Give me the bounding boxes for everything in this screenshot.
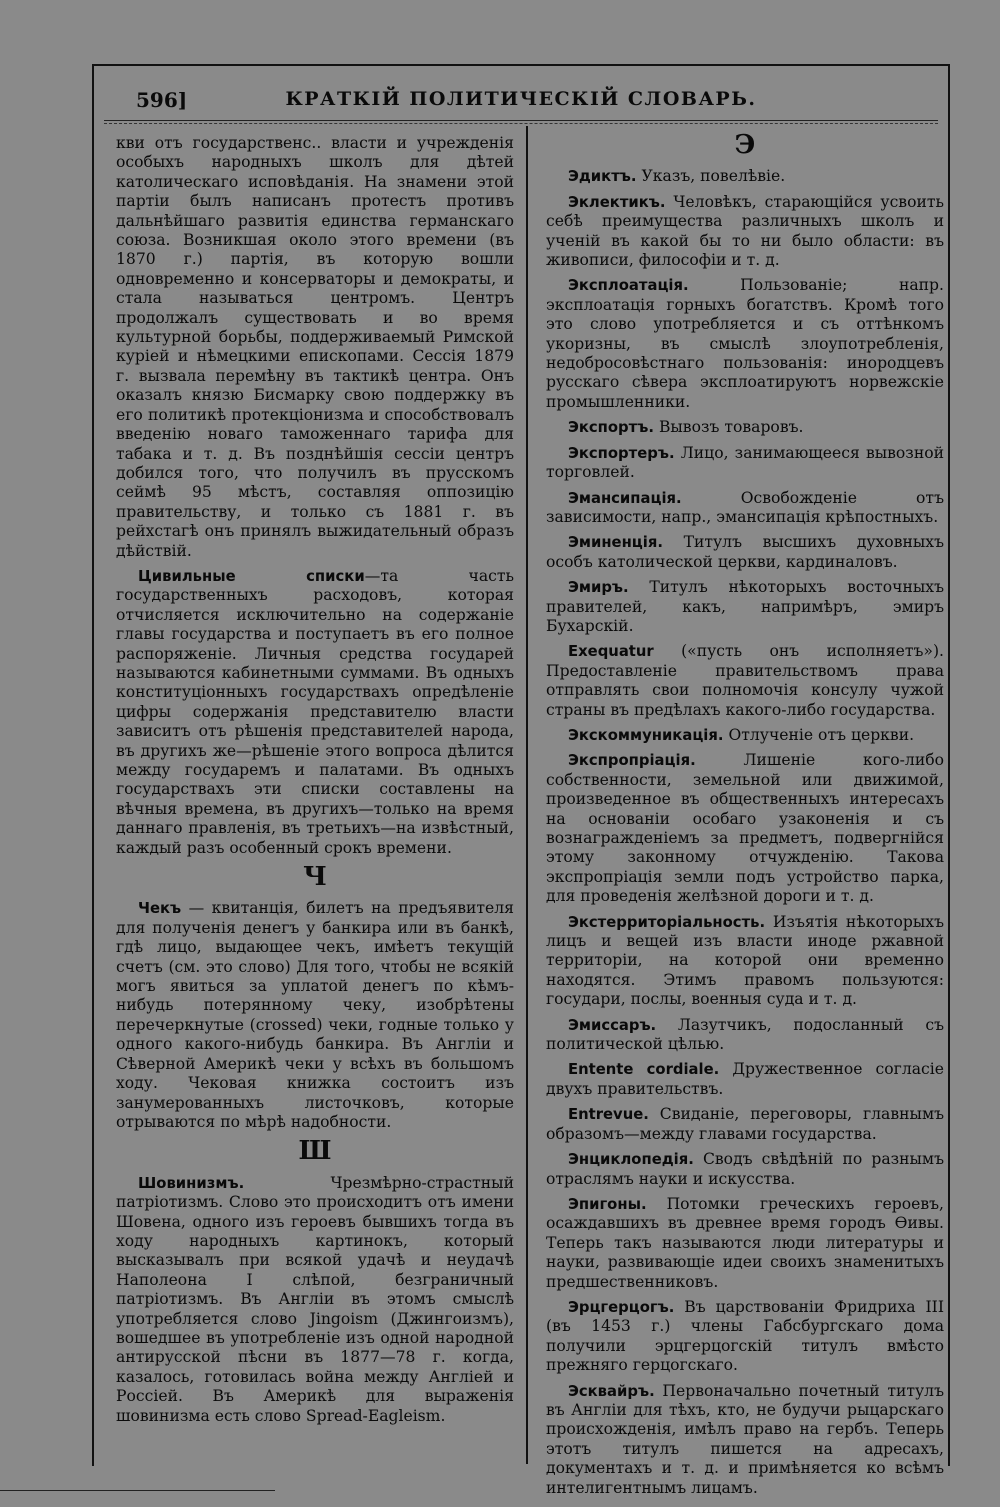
entry-definition: Освобожденіе отъ зависимости, напр., эмансипація крѣпостныхъ.: [546, 488, 944, 526]
entry-headword: Шовинизмъ.: [138, 1174, 245, 1192]
entry-definition: Лазутчикъ, подосланный съ политической цѣлью.: [546, 1015, 944, 1054]
entry-definition: Отлученіе отъ церкви.: [723, 725, 915, 744]
entry-headword: Эминенція.: [568, 534, 663, 552]
entry-headword: Эксплоатація.: [568, 277, 689, 295]
entry-headword: Экскоммуникація.: [568, 726, 724, 744]
entry-definition: Пользованіе; напр. эксплоатація горныхъ богатствъ. Кромѣ того это слово употребляется и съ оттѣнкомъ укоризны, въ смыслѣ злоупотребленія, недобросовѣстнаго пользованія: инородцевъ русскаго сѣвера эксплоатируютъ норвежскіе промышленники.: [546, 276, 944, 411]
page-header: [94, 88, 948, 118]
entry-definition: Дружественное согласіе двухъ правительствъ.: [546, 1060, 944, 1098]
entry-definition: Вывозъ товаровъ.: [653, 418, 804, 437]
entry-headword: Экспортъ.: [568, 419, 654, 437]
entry-definition: — квитанція, билетъ на предъявителя для полученія денегъ у банкира или въ банкѣ, гдѣ лицо, выдающее чекъ, имѣетъ текущій счетъ (см. это слово) Для того, чтобы не всякій могъ явиться за уплатой денегъ по кѣмъ-нибудь потерянному чеку, изобрѣтены перечеркнутые (crossed) чеки, годные только у одного какого-нибудь банкира. Въ Англіи и Сѣверной Америкѣ чеки у всѣхъ въ большомъ ходу. Чековая книжка состоитъ изъ занумерованныхъ листочковъ, которые отрываются по мѣрѣ надобности.: [116, 899, 514, 1131]
entries-list: [546, 167, 944, 1498]
entry-definition: Человѣкъ, старающійся усвоить себѣ преимущества различныхъ школъ и ученій въ какой бы то ни было области: въ живописи, философіи и т. д.: [546, 192, 944, 270]
dictionary-entry: [546, 489, 944, 528]
entry-headword: Цивильные списки: [138, 567, 365, 585]
dictionary-entry: [546, 1060, 944, 1099]
entry-headword: Чекъ: [138, 900, 182, 918]
entry-headword: Эмиссаръ.: [568, 1016, 657, 1034]
dictionary-entry: [546, 193, 944, 271]
page-number: 596]: [136, 88, 188, 112]
entry-headword: Entente cordiale.: [568, 1061, 720, 1079]
dictionary-entry: [546, 578, 944, 636]
entry-definition: Сводъ свѣдѣній по разнымъ отраслямъ науки и искусства.: [546, 1150, 944, 1188]
section-letter: Ш: [298, 1136, 332, 1167]
entry-definition: Въ царствованіи Фридриха III (въ 1453 г.) члены Габсбургскаго дома получили эрцгерцогскій титулъ вмѣсто прежняго герцогскаго.: [546, 1297, 944, 1375]
entry-headword: Экспортеръ.: [568, 444, 675, 462]
entry-headword: Эмиръ.: [568, 579, 629, 597]
dictionary-entry: [546, 1105, 944, 1144]
dictionary-entry: [546, 1298, 944, 1376]
column-divider: [526, 126, 528, 1464]
entry-headword: Экстерриторіальность.: [568, 913, 766, 931]
entry-headword: Эдиктъ.: [568, 168, 637, 186]
entry-definition: Лицо, занимающееся вывозной торговлей.: [546, 443, 944, 482]
dictionary-entry: [116, 899, 514, 1132]
dictionary-entry: [546, 1195, 944, 1292]
entry-headword: Экспропріація.: [568, 752, 696, 770]
section-letter: Э: [734, 130, 756, 160]
section-letter: Ч: [303, 862, 327, 893]
entry-headword: Энциклопедія.: [568, 1151, 694, 1169]
entry-headword: Эсквайръ.: [568, 1382, 655, 1400]
dictionary-entry: [546, 276, 944, 412]
dictionary-entry: [546, 1382, 944, 1498]
entry-definition: Лишеніе кого-либо собственности, земельной или движимой, произведенное въ общественныхъ интересахъ на основаніи особаго узаконенія и съ вознагражденіемъ за предметъ, подвергнійся этому законному отчужденію. Такова экспропріація земли подъ устройство парка, для проведенія желѣзной дороги и т. д.: [546, 751, 944, 906]
left-column: [116, 134, 514, 1432]
dictionary-entry: [546, 751, 944, 906]
continued-entry-text: кви отъ государственс.. власти и учрежденія особыхъ народныхъ школъ для дѣтей католическаго исповѣданія. На знамени этой партіи былъ написанъ протестъ противъ дальнѣйшаго развитія единства германскаго союза. Возникшая около этого времени (въ 1870 г.) партія, въ которую вошли одновременно и консерваторы и демократы, и стала называться центромъ. Центръ продолжалъ существовать и во время культурной борьбы, поддерживаемый Римской куріей и нѣмецкими епископами. Сессія 1879 г. вызвала перемѣну въ тактикѣ центра. Онъ оказалъ князю Бисмарку свою поддержку въ его политикѣ протекціонизма и способствовалъ введенію новаго таможеннаго тарифа для табака и т. д. Въ позднѣйшія сессіи центръ добился того, что получилъ въ прусскомъ сеймѣ 95 мѣстъ, составляя оппозицію правительству, и только съ 1881 г. въ рейхстагѣ онъ принялъ выжидательный образъ дѣйствій.: [116, 134, 514, 560]
entry-headword: Entrevue.: [568, 1106, 649, 1124]
dictionary-entry: [546, 1016, 944, 1055]
dictionary-entry: [546, 167, 944, 186]
entry-definition: Титулъ высшихъ духовныхъ особъ католической церкви, кардиналовъ.: [546, 533, 944, 571]
entry-definition: —та часть государственныхъ расходовъ, которая отчисляется исключительно на содержаніе главы государства и поступаетъ въ его полное распоряженіе. Личныя средства государей называются кабинетными суммами. Въ одныхъ конституціонныхъ государствахъ опредѣленіе цифры содержанія представителю власти зависитъ отъ рѣшенія представителей народа, въ другихъ же—рѣшеніе этого вопроса дѣлится между государемъ и палатами. Въ одныхъ государствахъ эти списки составлены на вѣчныя времена, въ другихъ—только на время даннаго правленія, въ третьихъ—на извѣстный, каждый разъ особенный срокъ времени.: [116, 566, 515, 857]
entry-definition: Чрезмѣрно-страстный патріотизмъ. Слово это происходитъ отъ имени Шовена, одного изъ героевъ бывшихъ тогда въ ходу народныхъ картинокъ, который высказывалъ при всякой удачѣ и неудачѣ Наполеона I слѣпой, безграничный патріотизмъ. Въ Англіи въ этомъ смыслѣ употребляется слово Jingoism (Джингоизмъ), вошедшее въ употребленіе изъ одной народной антирусской пѣсни въ 1877—78 г. когда, казалось, готовилась война между Англіей и Россіей. Въ Америкѣ для выраженія шовинизма есть слово Spread-Eagleism.: [116, 1173, 514, 1425]
dictionary-entry: [546, 726, 944, 745]
page: [92, 64, 950, 1497]
dictionary-entry: [116, 567, 514, 858]
dictionary-entry: [546, 533, 944, 572]
dictionary-entry: [546, 418, 944, 437]
dictionary-entry: [546, 1150, 944, 1189]
entry-headword: Exequatur: [568, 643, 654, 661]
dictionary-entry: [546, 444, 944, 483]
entry-headword: Эклектикъ.: [568, 193, 666, 211]
page-title: КРАТКІЙ ПОЛИТИЧЕСКІЙ СЛОВАРЬ.: [285, 88, 757, 110]
entry-headword: Эмансипація.: [568, 489, 682, 507]
footer-rule: [0, 1490, 275, 1491]
entry-headword: Эрцгерцогъ.: [568, 1298, 675, 1316]
dictionary-entry: [546, 913, 944, 1010]
dictionary-entry: [116, 1174, 514, 1426]
entry-definition: Титулъ нѣкоторыхъ восточныхъ правителей, какъ, напримѣръ, эмиръ Бухарскій.: [546, 578, 944, 635]
entry-definition: Первоначально почетный титулъ въ Англіи для тѣхъ, кто, не будучи рыцарскаго происхожденія, имѣлъ право на гербъ. Теперь этотъ титулъ пишется на адресахъ, документахъ и т. д. и примѣняется ко всѣмъ интелигентнымъ лицамъ.: [546, 1381, 944, 1497]
entry-definition: Указъ, повелѣвіе.: [636, 167, 786, 186]
entry-headword: Эпигоны.: [568, 1195, 647, 1213]
entry-definition: Изъятія нѣкоторыхъ лицъ и вещей изъ власти иноде ржавной территоріи, на которой они временно находятся. Этимъ правомъ пользуются: государи, послы, военныя суда и т. д.: [546, 912, 944, 1009]
header-rule-ornament: [104, 123, 938, 128]
dictionary-entry: [546, 642, 944, 720]
right-column: [546, 130, 944, 1504]
entry-definition: («пусть онъ исполняетъ»). Предоставленіе правительствомъ права отправлять свои полномочія консулу чужой страны въ предѣлахъ какого-либо государства.: [546, 642, 944, 719]
entry-definition: Свиданіе, переговоры, главнымъ образомъ—между главами государства.: [546, 1105, 944, 1143]
entry-definition: Потомки греческихъ героевъ, осаждавшихъ въ древнее время городъ Ѳивы. Теперь такъ называются люди литературы и науки, развивающіе идеи своихъ знаменитыхъ предшественниковъ.: [546, 1194, 944, 1291]
